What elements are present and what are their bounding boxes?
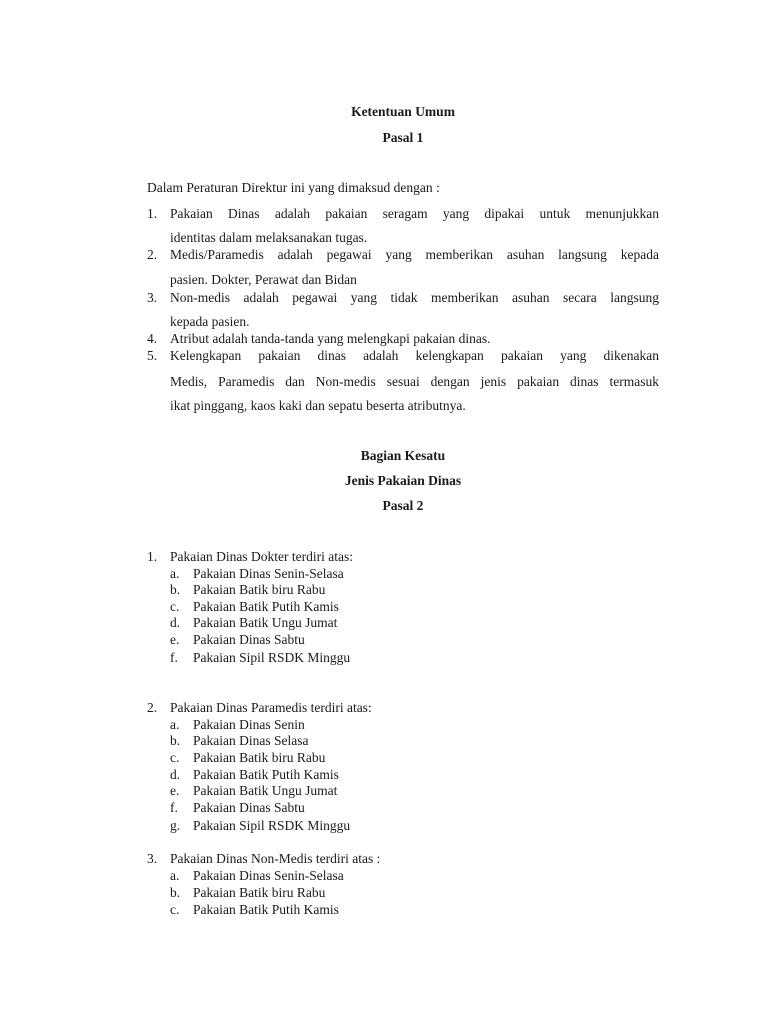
item-letter: f. bbox=[170, 650, 178, 665]
group-heading: Pakaian Dinas Paramedis terdiri atas: bbox=[170, 700, 372, 715]
item-text: Pakaian Batik Ungu Jumat bbox=[193, 615, 338, 630]
item-letter: c. bbox=[170, 599, 180, 614]
item-letter: a. bbox=[170, 566, 180, 581]
item-line: Pakaian Dinas adalah pakaian seragam yang dipakai untuk menunjukkan bbox=[170, 206, 659, 221]
item-number: 4. bbox=[147, 331, 158, 346]
item-number: 2. bbox=[147, 700, 158, 715]
item-letter: b. bbox=[170, 582, 181, 597]
item-text: Pakaian Dinas Senin bbox=[193, 717, 305, 732]
item-letter: b. bbox=[170, 885, 181, 900]
item-letter: e. bbox=[170, 632, 180, 647]
item-text: Pakaian Dinas Sabtu bbox=[193, 632, 305, 647]
item-letter: c. bbox=[170, 750, 180, 765]
item-text: Pakaian Batik biru Rabu bbox=[193, 885, 326, 900]
item-letter: c. bbox=[170, 902, 180, 917]
item-text: Pakaian Batik Ungu Jumat bbox=[193, 783, 338, 798]
intro-paragraph: Dalam Peraturan Direktur ini yang dimaksud dengan : bbox=[147, 180, 440, 195]
item-line: Non-medis adalah pegawai yang tidak memberikan asuhan secara langsung bbox=[170, 290, 659, 305]
item-letter: d. bbox=[170, 767, 181, 782]
item-text: Pakaian Batik biru Rabu bbox=[193, 582, 326, 597]
item-text: Pakaian Dinas Senin-Selasa bbox=[193, 566, 344, 581]
item-text: Pakaian Sipil RSDK Minggu bbox=[193, 818, 351, 833]
item-line: identitas dalam melaksanakan tugas. bbox=[170, 230, 368, 245]
item-letter: e. bbox=[170, 783, 180, 798]
item-line: Atribut adalah tanda-tanda yang melengkapi pakaian dinas. bbox=[170, 331, 491, 346]
item-text: Pakaian Dinas Senin-Selasa bbox=[193, 868, 344, 883]
item-line: kepada pasien. bbox=[170, 314, 250, 329]
pasal-heading: Pasal 2 bbox=[382, 498, 424, 513]
item-letter: f. bbox=[170, 800, 178, 815]
item-line: ikat pinggang, kaos kaki dan sepatu beserta atributnya. bbox=[170, 398, 466, 413]
group-heading: Pakaian Dinas Non-Medis terdiri atas : bbox=[170, 851, 381, 866]
item-letter: g. bbox=[170, 818, 181, 833]
item-letter: d. bbox=[170, 615, 181, 630]
item-number: 1. bbox=[147, 206, 158, 221]
item-text: Pakaian Dinas Sabtu bbox=[193, 800, 305, 815]
group-heading: Pakaian Dinas Dokter terdiri atas: bbox=[170, 549, 353, 564]
part-heading: Bagian Kesatu bbox=[360, 448, 446, 463]
section-title: Jenis Pakaian Dinas bbox=[344, 473, 462, 488]
item-text: Pakaian Batik Putih Kamis bbox=[193, 599, 339, 614]
section-title: Ketentuan Umum bbox=[351, 104, 455, 119]
item-number: 2. bbox=[147, 247, 158, 262]
item-letter: a. bbox=[170, 717, 180, 732]
item-line: Kelengkapan pakaian dinas adalah kelengkapan pakaian yang dikenakan bbox=[170, 348, 659, 363]
item-letter: b. bbox=[170, 733, 181, 748]
item-number: 3. bbox=[147, 851, 158, 866]
item-text: Pakaian Batik Putih Kamis bbox=[193, 767, 339, 782]
pasal-heading: Pasal 1 bbox=[382, 130, 424, 145]
item-text: Pakaian Batik biru Rabu bbox=[193, 750, 326, 765]
item-text: Pakaian Sipil RSDK Minggu bbox=[193, 650, 351, 665]
item-line: Medis, Paramedis dan Non-medis sesuai dengan jenis pakaian dinas termasuk bbox=[170, 374, 659, 389]
item-number: 5. bbox=[147, 348, 158, 363]
item-text: Pakaian Dinas Selasa bbox=[193, 733, 309, 748]
item-number: 1. bbox=[147, 549, 158, 564]
item-line: pasien. Dokter, Perawat dan Bidan bbox=[170, 272, 357, 287]
item-number: 3. bbox=[147, 290, 158, 305]
item-text: Pakaian Batik Putih Kamis bbox=[193, 902, 339, 917]
item-line: Medis/Paramedis adalah pegawai yang memberikan asuhan langsung kepada bbox=[170, 247, 659, 262]
item-letter: a. bbox=[170, 868, 180, 883]
